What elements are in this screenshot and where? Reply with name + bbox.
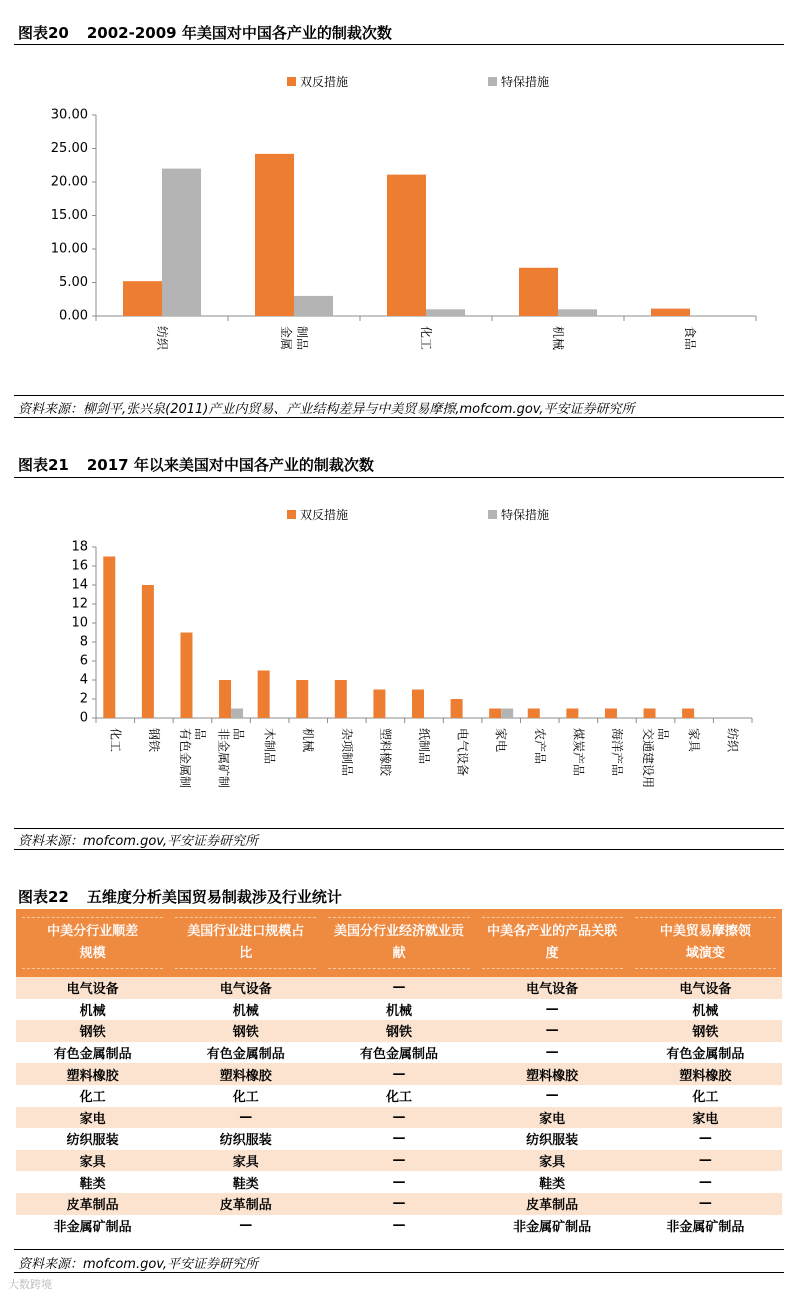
watermark: 大数跨境	[8, 1278, 52, 1291]
legend-swatch-2	[488, 77, 497, 86]
table-cell: —	[322, 1107, 475, 1129]
table-cell: —	[322, 1128, 475, 1150]
table-cell: 非金属矿制品	[16, 1215, 169, 1237]
x-category-label: 纺织	[725, 728, 740, 753]
table-cell: 有色金属制品	[322, 1042, 475, 1064]
table-header-text: 比	[239, 946, 253, 961]
table-header-text: 域演变	[685, 946, 725, 961]
table-row	[16, 1085, 782, 1107]
table-header-text: 度	[545, 946, 559, 961]
bar-safeguard-3	[426, 309, 465, 316]
figure-20-label: 图表20	[18, 24, 69, 42]
table-cell: 钢铁	[169, 1020, 322, 1042]
x-category-label: 煤炭产品	[571, 728, 586, 777]
table-cell: —	[476, 1085, 629, 1107]
legend-label-2: 特保措施	[501, 75, 550, 89]
table-row	[16, 1171, 782, 1193]
x-category-label: 品	[656, 728, 671, 741]
x-category-label: 非金属矿制	[216, 728, 231, 789]
figure-21-heading: 2017 年以来美国对中国各产业的制裁次数	[86, 456, 374, 474]
bar-anti-dumping-8	[373, 690, 385, 719]
table-row	[16, 977, 782, 999]
figure-20-title	[18, 22, 392, 43]
table-cell: 机械	[322, 999, 475, 1021]
table-cell: —	[476, 999, 629, 1021]
legend-swatch-1	[287, 510, 296, 519]
y-tick-label: 4	[79, 672, 88, 688]
table-cell: —	[169, 1215, 322, 1237]
y-tick-label: 5.00	[59, 275, 88, 290]
x-category-label: 品	[231, 728, 246, 741]
y-tick-label: 8	[79, 634, 88, 650]
y-tick-label: 16	[71, 558, 88, 574]
table-cell: 机械	[629, 999, 782, 1021]
y-tick-label: 0	[79, 710, 88, 726]
table-cell: 纺织服装	[169, 1128, 322, 1150]
table-header-box	[328, 917, 469, 969]
figure-22-label: 图表22	[18, 888, 69, 906]
table-cell: 塑料橡胶	[16, 1063, 169, 1085]
figure-21-top-rule	[14, 477, 784, 478]
y-tick-label: 10.00	[50, 241, 88, 257]
y-tick-label: 12	[71, 596, 88, 612]
x-category-label: 塑料橡胶	[378, 728, 393, 777]
table-cell: 家具	[169, 1150, 322, 1172]
y-tick-label: 15.00	[50, 208, 88, 223]
bar-anti-dumping-7	[335, 680, 347, 718]
table-cell: 皮革制品	[169, 1193, 322, 1215]
table-row	[16, 1020, 782, 1042]
figure-21-source: 资料来源：mofcom.gov,平安证券研究所	[18, 834, 259, 849]
table-cell: —	[322, 1063, 475, 1085]
x-category-label: 品	[192, 728, 207, 741]
table-cell: 家具	[476, 1150, 629, 1172]
table-cell: 家具	[16, 1150, 169, 1172]
table-cell: 机械	[169, 999, 322, 1021]
bar-anti-dumping-6	[296, 680, 308, 718]
table-header-text: 中美分行业顺差	[47, 924, 139, 939]
table-row	[16, 999, 782, 1021]
y-tick-label: 0.00	[59, 308, 88, 324]
table-cell: 塑料橡胶	[629, 1063, 782, 1085]
table-cell: 有色金属制品	[169, 1042, 322, 1064]
legend-label-2: 特保措施	[501, 508, 550, 522]
table-header-text: 规模	[79, 946, 106, 961]
table-cell: 化工	[169, 1085, 322, 1107]
bar-anti-dumping-9	[412, 690, 424, 719]
x-category-label: 纺织	[155, 326, 169, 351]
table-cell: —	[629, 1193, 782, 1215]
table-cell: —	[322, 1215, 475, 1237]
table-cell: —	[169, 1107, 322, 1129]
table-cell: 化工	[16, 1085, 169, 1107]
bar-anti-dumping-1	[103, 557, 115, 719]
x-category-label: 交通建设用	[641, 728, 656, 789]
x-category-label: 金属	[279, 326, 293, 351]
table-header-box	[22, 917, 163, 969]
table-header-text: 中美各产业的产品关联	[487, 924, 618, 939]
figure-22-source-rule-bottom	[14, 1272, 784, 1273]
table-cell: 鞋类	[476, 1171, 629, 1193]
table-cell: —	[322, 1171, 475, 1193]
bar-anti-dumping-12	[528, 709, 540, 719]
legend-label-1: 双反措施	[300, 75, 349, 89]
y-tick-label: 18	[71, 539, 88, 555]
figure-21-source-rule-top	[14, 828, 784, 829]
figure-21-source-rule-bottom	[14, 849, 784, 850]
x-category-label: 有色金属制	[177, 728, 192, 789]
chart-fig20	[0, 50, 800, 395]
table-cell: 有色金属制品	[16, 1042, 169, 1064]
figure-20-source-rule-bottom	[14, 417, 784, 418]
table-row	[16, 1150, 782, 1172]
x-category-label: 化工	[419, 326, 433, 351]
x-category-label: 杂项制品	[339, 728, 354, 777]
figure-20-heading: 2002-2009 年美国对中国各产业的制裁次数	[86, 24, 392, 42]
x-category-label: 机械	[301, 728, 316, 753]
table-cell: 机械	[16, 999, 169, 1021]
table-cell: —	[476, 1020, 629, 1042]
x-category-label: 电气设备	[455, 728, 470, 777]
figure-21-title	[18, 454, 374, 475]
table-cell: —	[629, 1150, 782, 1172]
table-cell: 非金属矿制品	[476, 1215, 629, 1237]
table-header-5	[629, 909, 782, 977]
y-tick-label: 14	[71, 577, 88, 593]
bar-anti-dumping-3	[387, 175, 426, 316]
figure-22-heading: 五维度分析美国贸易制裁涉及行业统计	[86, 888, 342, 906]
table-cell: 非金属矿制品	[629, 1215, 782, 1237]
y-tick-label: 25.00	[50, 141, 88, 156]
bar-anti-dumping-11	[489, 709, 501, 719]
legend-swatch-2	[488, 510, 497, 519]
y-tick-label: 30.00	[50, 107, 88, 123]
table-cell: 鞋类	[169, 1171, 322, 1193]
table-cell: 塑料橡胶	[476, 1063, 629, 1085]
figure-22-title	[18, 886, 342, 907]
table-cell: —	[629, 1171, 782, 1193]
table-cell: 家电	[476, 1107, 629, 1129]
table-header-2	[169, 909, 322, 977]
bar-anti-dumping-2	[255, 154, 294, 316]
table-cell: 皮革制品	[476, 1193, 629, 1215]
x-category-label: 海洋产品	[609, 728, 624, 777]
table-header-text: 中美贸易摩擦领	[659, 924, 751, 939]
table-row	[16, 1063, 782, 1085]
table-header-4	[476, 909, 629, 977]
y-tick-label: 6	[79, 653, 88, 669]
figure-20-source-rule-top	[14, 395, 784, 396]
table-cell: 纺织服装	[16, 1128, 169, 1150]
bar-anti-dumping-4	[219, 680, 231, 718]
x-category-label: 农产品	[532, 728, 547, 765]
bar-anti-dumping-2	[142, 585, 154, 718]
bar-safeguard-4	[558, 309, 597, 316]
table-header-text: 美国行业进口规模占	[187, 924, 305, 939]
table-cell: 电气设备	[629, 977, 782, 999]
bar-safeguard-1	[162, 169, 201, 316]
table-cell: 钢铁	[322, 1020, 475, 1042]
table-header-row	[16, 909, 782, 977]
bar-anti-dumping-15	[644, 709, 656, 719]
figure-22-source: 资料来源：mofcom.gov,平安证券研究所	[18, 1257, 259, 1272]
x-category-label: 钢铁	[146, 728, 161, 753]
figure-22-source-rule-top	[14, 1249, 784, 1250]
table-row	[16, 1128, 782, 1150]
x-category-label: 机械	[551, 326, 565, 351]
bar-anti-dumping-14	[605, 709, 617, 719]
bar-anti-dumping-1	[123, 281, 162, 316]
table-cell: 钢铁	[629, 1020, 782, 1042]
bar-safeguard-11	[501, 709, 513, 719]
table-cell: 纺织服装	[476, 1128, 629, 1150]
table-cell: 电气设备	[476, 977, 629, 999]
x-category-label: 木制品	[262, 728, 277, 765]
table-header-box	[635, 917, 776, 969]
bar-anti-dumping-16	[682, 709, 694, 719]
table-cell: 塑料橡胶	[169, 1063, 322, 1085]
bar-safeguard-2	[294, 296, 333, 316]
x-category-label: 制品	[295, 326, 309, 351]
table-cell: —	[476, 1042, 629, 1064]
bar-anti-dumping-13	[566, 709, 578, 719]
table-cell: 家电	[16, 1107, 169, 1129]
x-category-label: 化工	[108, 728, 123, 753]
chart-fig21	[0, 483, 800, 828]
table-cell: 化工	[322, 1085, 475, 1107]
table-cell: 有色金属制品	[629, 1042, 782, 1064]
table-cell: 钢铁	[16, 1020, 169, 1042]
table-row	[16, 1193, 782, 1215]
figure-21-label: 图表21	[18, 456, 69, 474]
table-cell: 家电	[629, 1107, 782, 1129]
y-tick-label: 10	[71, 615, 88, 631]
table-cell: 鞋类	[16, 1171, 169, 1193]
table-cell: 电气设备	[16, 977, 169, 999]
table-header-box	[175, 917, 316, 969]
table-cell: —	[322, 977, 475, 999]
y-tick-label: 20.00	[50, 174, 88, 190]
x-category-label: 家具	[687, 728, 702, 753]
table-cell: —	[629, 1128, 782, 1150]
industry-table	[16, 909, 782, 1236]
x-category-label: 食品	[683, 326, 697, 351]
table-row	[16, 1107, 782, 1129]
table-header-1	[16, 909, 169, 977]
legend-swatch-1	[287, 77, 296, 86]
table-header-text: 美国分行业经济就业贡	[333, 924, 464, 939]
table-header-text: 献	[392, 946, 406, 961]
bar-anti-dumping-5	[651, 309, 690, 316]
table-cell: —	[322, 1193, 475, 1215]
figure-20-top-rule	[14, 44, 784, 45]
figure-20-source: 资料来源：柳剑平,张兴泉(2011)产业内贸易、产业结构差异与中美贸易摩擦,mofcom.gov,平安证券研究所	[18, 402, 635, 417]
table-cell: 电气设备	[169, 977, 322, 999]
table-row	[16, 1215, 782, 1237]
table-cell: 化工	[629, 1085, 782, 1107]
x-category-label: 家电	[494, 728, 509, 753]
bar-anti-dumping-4	[519, 268, 558, 316]
bar-safeguard-4	[231, 709, 243, 719]
y-tick-label: 2	[79, 691, 88, 707]
bar-anti-dumping-5	[258, 671, 270, 719]
bar-anti-dumping-10	[451, 699, 463, 718]
table-header-box	[482, 917, 623, 969]
x-category-label: 纸制品	[417, 728, 431, 765]
table-cell: —	[322, 1150, 475, 1172]
legend-label-1: 双反措施	[300, 508, 349, 522]
table-cell: 皮革制品	[16, 1193, 169, 1215]
table-header-3	[322, 909, 475, 977]
table-row	[16, 1042, 782, 1064]
bar-anti-dumping-3	[180, 633, 192, 719]
